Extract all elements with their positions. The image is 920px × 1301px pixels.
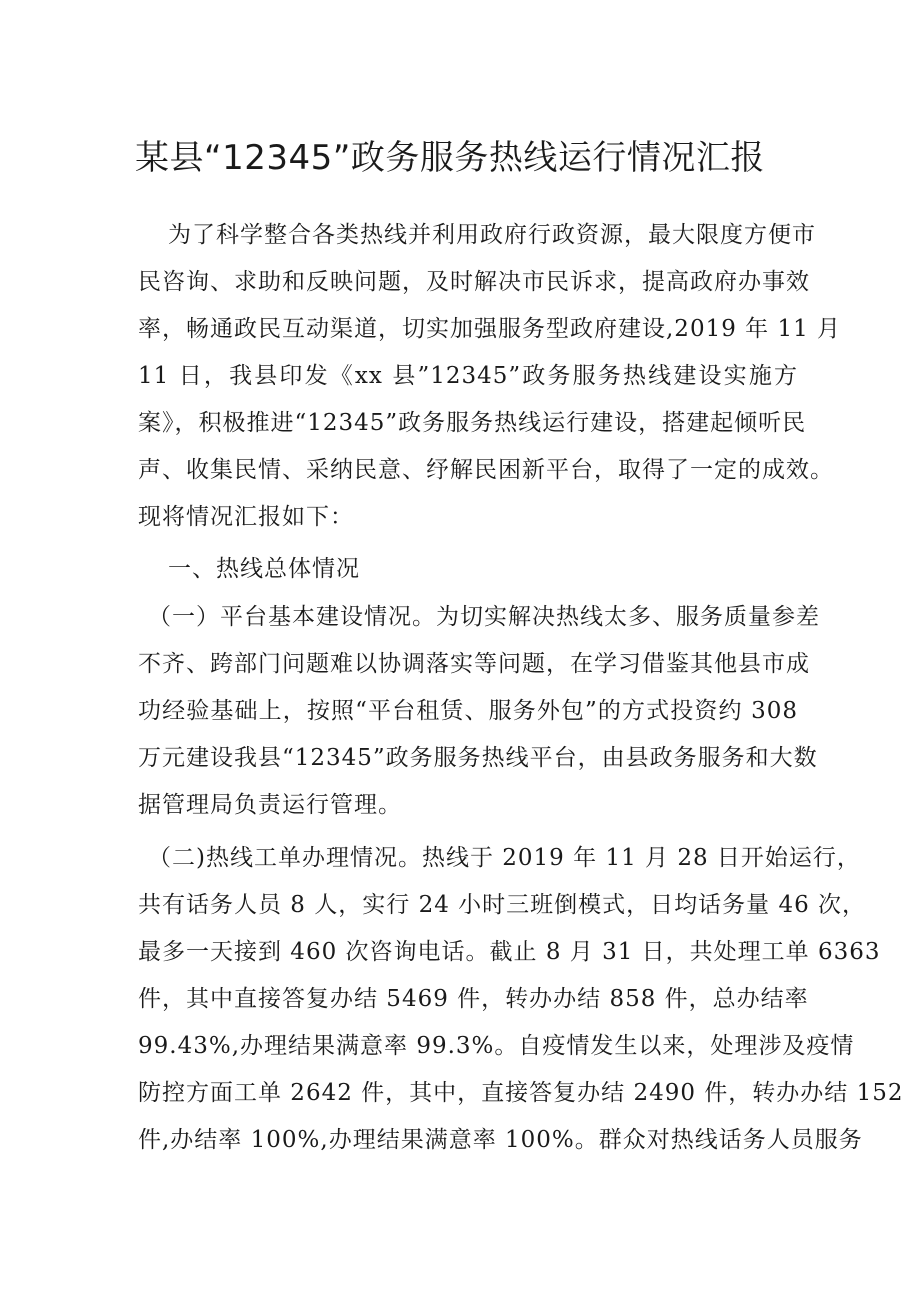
paragraph-line: 最多一天接到 460 次咨询电话。截止 8 月 31 日，共处理工单 6363 xyxy=(138,939,881,965)
paragraph-line: 功经验基础上，按照“平台租赁、服务外包”的方式投资约 308 xyxy=(138,698,798,724)
paragraph-line: 案》，积极推进“12345”政务服务热线运行建设，搭建起倾听民 xyxy=(138,410,807,436)
paragraph-line: 据管理局负责运行管理。 xyxy=(138,792,402,818)
paragraph-line: 民咨询、求助和反映问题，及时解决市民诉求，提高政府办事效 xyxy=(138,269,810,295)
document-title: 某县“12345”政务服务热线运行情况汇报 xyxy=(135,138,765,178)
paragraph-line: 99.43%,办理结果满意率 99.3%。自疫情发生以来，处理涉及疫情 xyxy=(138,1033,855,1059)
paragraph-line: （二)热线工单办理情况。热线于 2019 年 11 月 28 日开始运行， xyxy=(148,845,861,871)
paragraph-line: 不齐、跨部门问题难以协调落实等问题，在学习借鉴其他县市成 xyxy=(138,651,810,677)
paragraph-line: 11 日，我县印发《xx 县”12345”政务服务热线建设实施方 xyxy=(138,363,798,389)
paragraph-line: 为了科学整合各类热线并利用政府行政资源，最大限度方便市 xyxy=(168,222,816,248)
paragraph-line: 件，其中直接答复办结 5469 件，转办办结 858 件，总办结率 xyxy=(138,986,809,1012)
paragraph-line: 率，畅通政民互动渠道，切实加强服务型政府建设,2019 年 11 月 xyxy=(138,316,842,342)
section-heading: 一、热线总体情况 xyxy=(168,556,360,582)
paragraph-line: 声、收集民情、采纳民意、纾解民困新平台，取得了一定的成效。 xyxy=(138,457,834,483)
paragraph-line: 现将情况汇报如下： xyxy=(138,504,354,530)
paragraph-line: 防控方面工单 2642 件，其中，直接答复办结 2490 件，转办办结 152 xyxy=(138,1080,904,1106)
paragraph-line: 共有话务人员 8 人，实行 24 小时三班倒模式，日均话务量 46 次， xyxy=(138,892,867,918)
paragraph-line: 件,办结率 100%,办理结果满意率 100%。群众对热线话务人员服务 xyxy=(138,1127,863,1153)
paragraph-line: 万元建设我县“12345”政务服务热线平台，由县政务服务和大数 xyxy=(138,745,818,771)
paragraph-line: （一）平台基本建设情况。为切实解决热线太多、服务质量参差 xyxy=(148,604,820,630)
